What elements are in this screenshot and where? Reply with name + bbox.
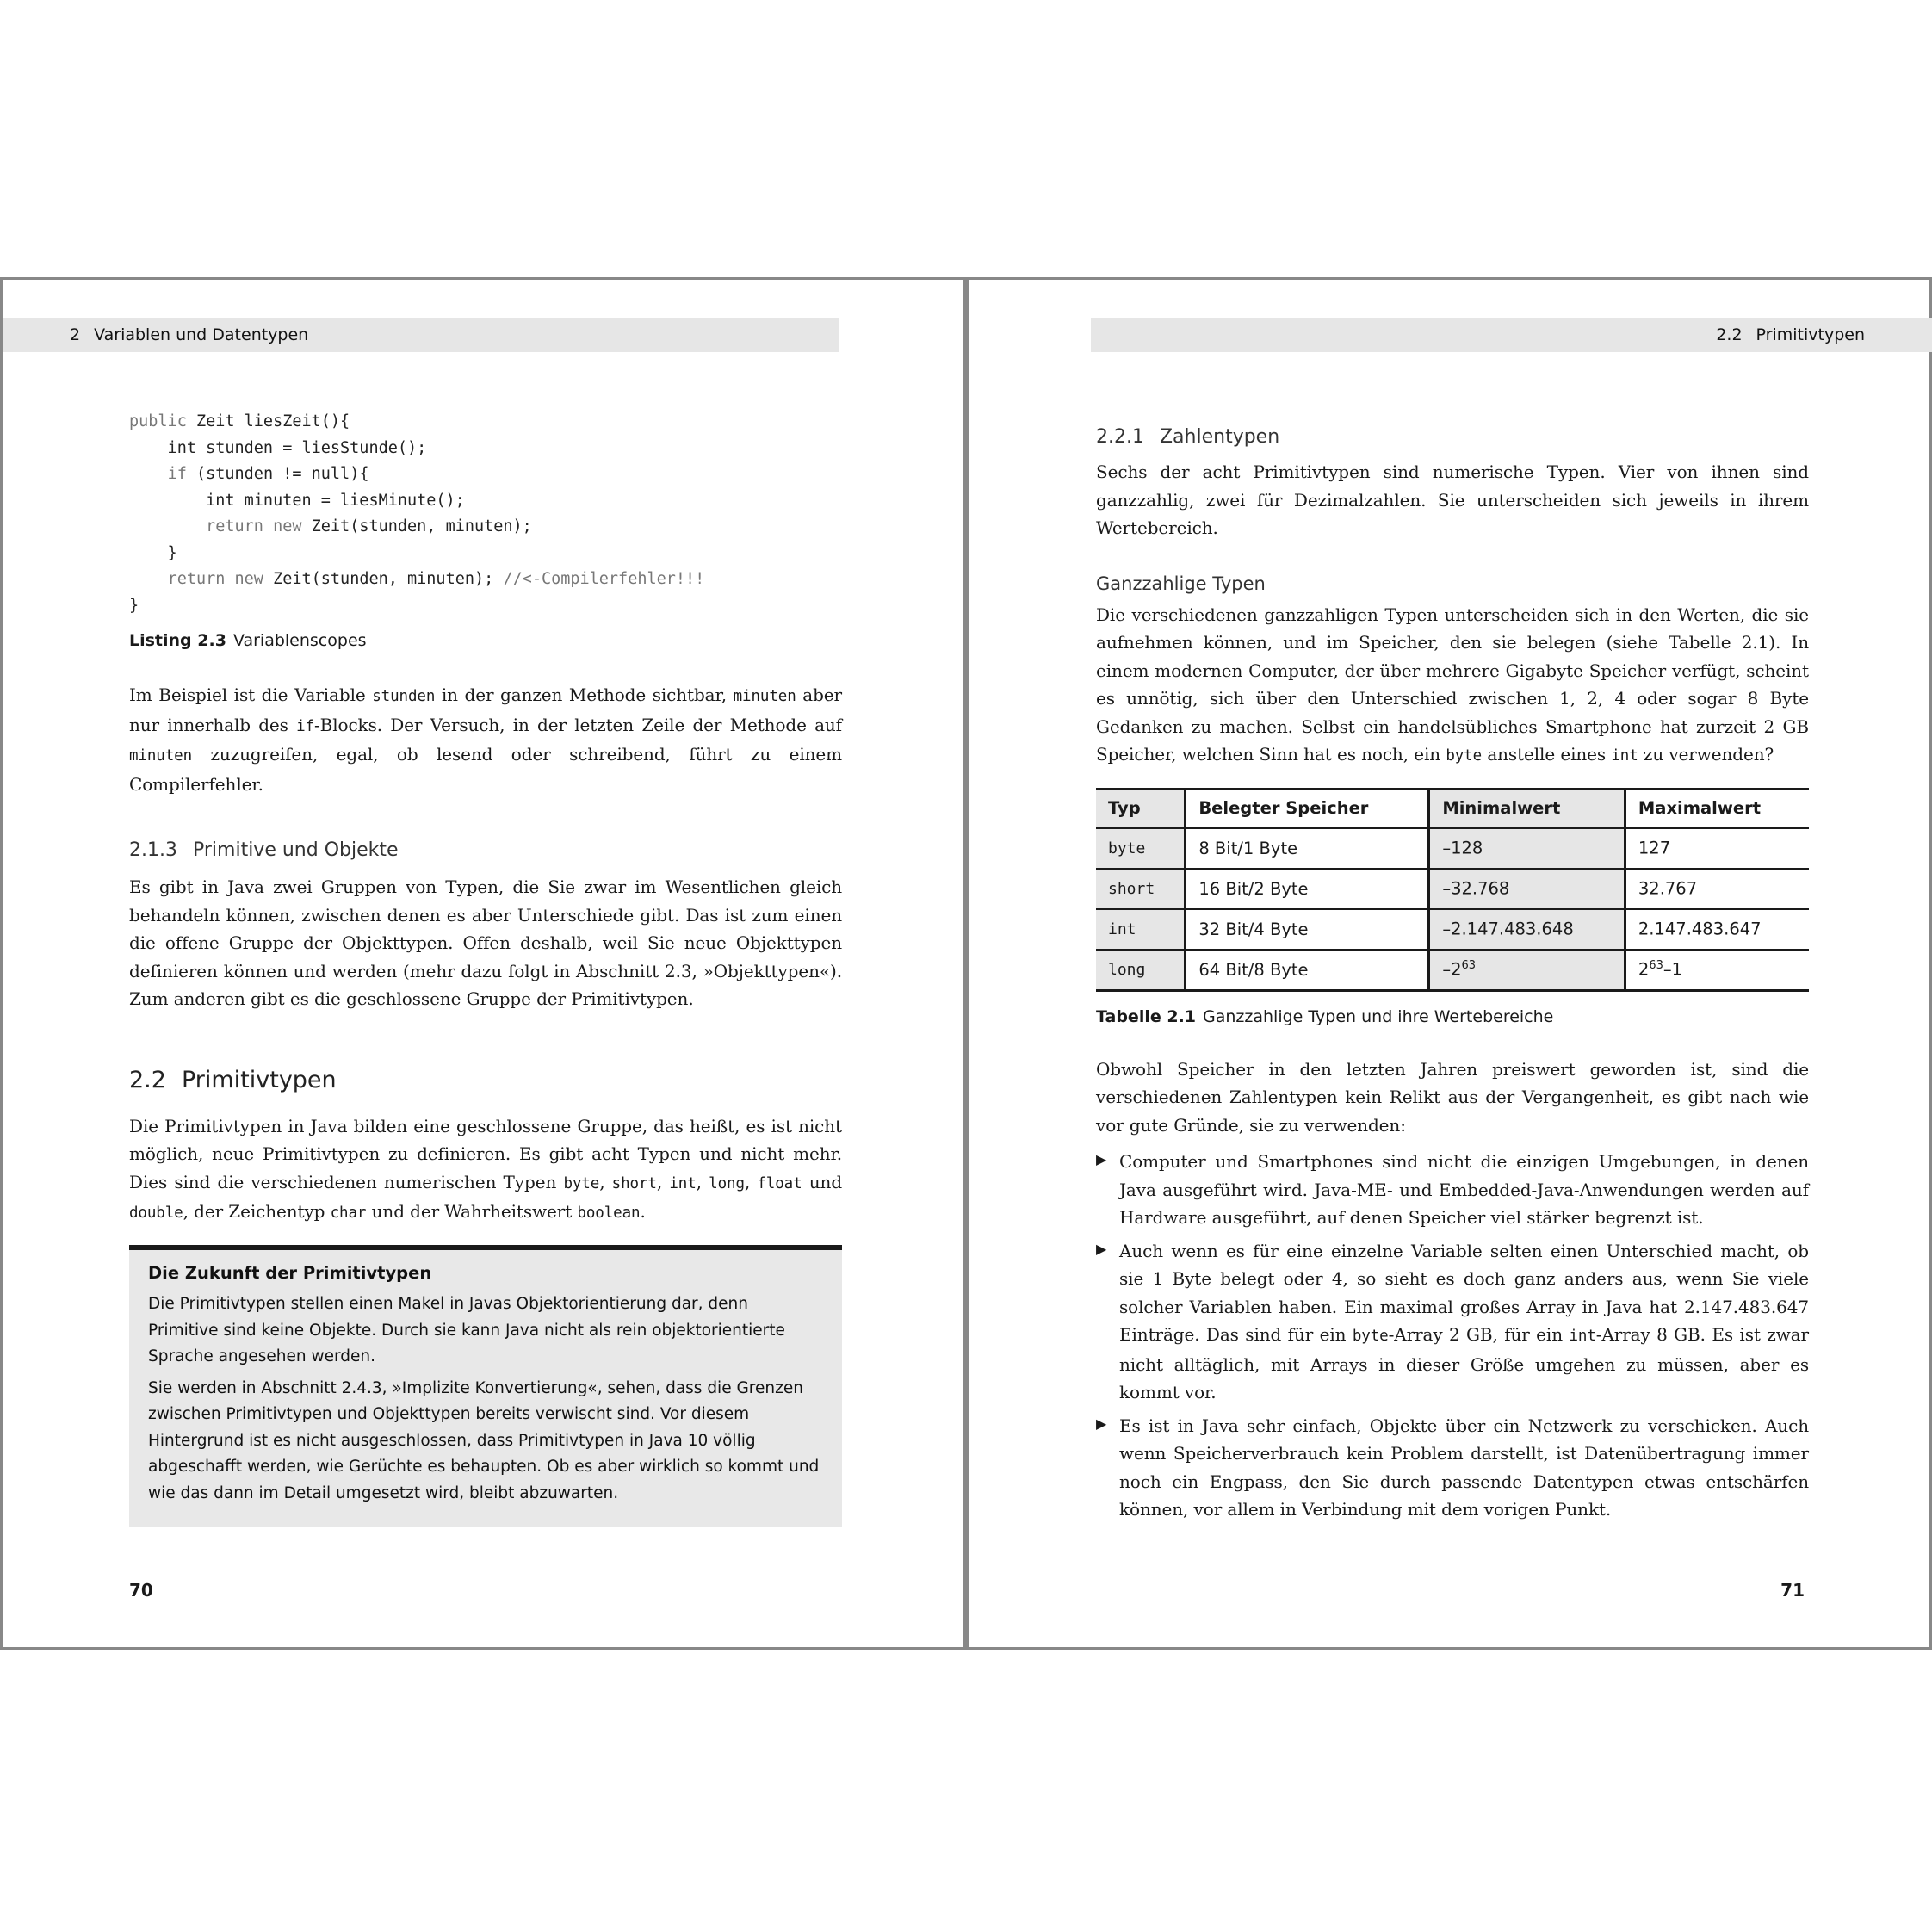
text-run: , (696, 1171, 709, 1192)
code-token (129, 517, 206, 536)
paragraph-primitive-objekte: Es gibt in Java zwei Gruppen von Typen, die Sie zwar im Wesentlichen gleich behandeln können, zwischen denen es aber Unterschiede gibt. Das ist zum einen die offene Gruppe der Objekttypen. Offen deshalb, weil Sie neue Objekttypen definieren können und werden (mehr dazu folgt in Abschnitt 2.3, »Objekttypen«). Zum anderen gibt es die geschlossene Gruppe der Primitivtypen. (129, 876, 842, 1009)
paragraph-obwohl: Obwohl Speicher in den letzten Jahren preiswert geworden ist, sind die verschiedenen Zahlentypen kein Relikt aus der Vergangenheit, es gibt nach wie vor gute Gründe, sie zu verwenden: (1096, 1058, 1809, 1136)
code-line (129, 567, 842, 593)
table-cell (1429, 869, 1625, 909)
code-token: int stunden = liesStunde(); (129, 438, 427, 457)
cell-value: –2 (1442, 959, 1462, 980)
code-token: } (129, 596, 139, 615)
listing-caption-label: Listing 2.3 (129, 631, 226, 650)
inline-code: byte (1446, 747, 1483, 765)
cell-value: 32.767 (1638, 878, 1698, 899)
text-run: anstelle eines (1482, 744, 1612, 765)
inline-code: long (709, 1174, 745, 1192)
cell-value: –2.147.483.648 (1442, 919, 1574, 939)
table-cell (1186, 950, 1429, 991)
paragraph-zahlentypen: Sechs der acht Primitivtypen sind numerische Typen. Vier von ihnen sind ganzzahlig, zwei für Dezimalzahlen. Sie unterscheiden sich jeweils in ihrem Wertebereich. (1096, 461, 1809, 538)
text-run: , (599, 1171, 612, 1192)
text-run: aber nur innerhalb des (129, 684, 843, 735)
table-cell (1429, 950, 1625, 991)
reasons-list (1096, 1148, 1809, 1524)
cell-value: 127 (1638, 838, 1671, 858)
code-line (129, 436, 842, 462)
section-title: Primitivtypen (1756, 325, 1865, 344)
code-keyword: //<-Compilerfehler!!! (503, 570, 705, 588)
table-header-cell: Belegter Speicher (1186, 789, 1429, 827)
table-cell (1429, 909, 1625, 950)
right-page (966, 277, 1932, 1650)
table-body (1096, 827, 1809, 990)
text-run: , (656, 1171, 670, 1192)
table-row (1096, 869, 1809, 909)
exponent: 63 (1649, 959, 1663, 973)
cell-value: 32 Bit/4 Byte (1198, 919, 1309, 939)
cell-value: byte (1108, 839, 1146, 858)
listing-caption-text: Variablenscopes (232, 631, 367, 650)
inline-code: short (611, 1174, 657, 1192)
list-item-text: Es ist in Java sehr einfach, Objekte über ein Netzwerk zu verschicken. Auch wenn Speicherverbrauch kein Problem darstellt, ist Datenübertragung immer noch ein Engpass, den Sie durch passende Datentypen etwas entschärfen können, vor allem in Verbindung mit dem vorigen Punkt. (1119, 1415, 1809, 1520)
running-head (1091, 318, 1932, 352)
heading-number: 2.2 (129, 1066, 166, 1093)
chapter-number: 2 (70, 325, 81, 344)
table-row (1096, 909, 1809, 950)
heading-title: Zahlentypen (1159, 426, 1280, 448)
inline-code: minuten (129, 747, 193, 765)
code-line (129, 488, 842, 515)
table-caption-label: Tabelle 2.1 (1096, 1006, 1197, 1026)
bullet-triangle-icon: ▶ (1096, 1151, 1107, 1167)
inline-code: minuten (733, 688, 796, 705)
heading-title: Primitive und Objekte (192, 839, 399, 861)
info-box-paragraph: Sie werden in Abschnitt 2.4.3, »Implizite Konvertierung«, sehen, dass die Grenzen zwischen Primitivtypen und Objekttypen bereits verwischt sind. Vor diesem Hintergrund ist es nicht ausgeschlossen, dass Primitivtypen in Java 10 völlig abgeschafft werden, wie Gerüchte es behaupten. Ob es aber wirklich so kommt und wie das dann im Detail umgesetzt wird, bleibt abzuwarten. (148, 1378, 820, 1502)
code-token: Zeit(stunden, minuten); (301, 517, 532, 536)
table-cell (1096, 909, 1186, 950)
heading-ganzzahlige-typen: Ganzzahlige Typen (1096, 573, 1266, 594)
list-item (1096, 1148, 1809, 1232)
table-cell (1625, 950, 1809, 991)
text-run: -Blocks. Der Versuch, in der letzten Zeile der Methode auf (313, 714, 842, 735)
heading-title: Primitivtypen (181, 1066, 337, 1093)
cell-value: 16 Bit/2 Byte (1198, 878, 1309, 899)
text-run: und (802, 1171, 843, 1192)
text-run: Im Beispiel ist die Variable (129, 684, 373, 705)
table-header-cell: Maximalwert (1625, 789, 1809, 827)
cell-value: –32.768 (1442, 878, 1510, 899)
chapter-title: Variablen und Datentypen (94, 325, 309, 344)
cell-value: 2 (1638, 959, 1650, 980)
code-keyword: return new (167, 570, 263, 588)
table-row (1096, 950, 1809, 991)
table-caption-text: Ganzzahlige Typen und ihre Wertebereiche (1203, 1006, 1554, 1026)
list-item-text: Computer und Smartphones sind nicht die einzigen Umgebungen, in denen Java ausgeführt wird. Java-ME- und Embedded-Java-Anwendungen werden auf Hardware ausgeführt, auf denen Speicher viel stärker begrenzt ist. (1119, 1151, 1809, 1228)
cell-value: 2.147.483.647 (1638, 919, 1762, 939)
text-run: in der ganzen Methode sichtbar, (435, 684, 734, 705)
table-header-row (1096, 789, 1809, 827)
section-number: 2.2 (1716, 325, 1743, 344)
text-run: und der Wahrheitswert (366, 1201, 578, 1222)
page-number: 70 (129, 1580, 153, 1601)
inline-code: if (296, 717, 314, 735)
code-keyword: return new (206, 517, 302, 536)
code-keyword: if (167, 465, 187, 483)
text-run: Auch wenn es für eine einzelne Variable selten einen Unterschied macht, ob sie 1 Byte belegt oder 4, so sieht es doch ganz anders aus, wenn Sie viele solcher Variablen haben. Ein maximal großes Array in Java hat 2.147.483.647 Einträge. Das sind für ein (1119, 1240, 1809, 1345)
code-token: Zeit liesZeit(){ (186, 412, 350, 430)
table-cell (1625, 909, 1809, 950)
code-token: (stunden != null){ (186, 465, 369, 483)
inline-code: boolean (577, 1204, 641, 1222)
inline-code: stunden (372, 688, 436, 705)
code-line (129, 593, 842, 620)
code-token: } (129, 543, 177, 562)
cell-value: 64 Bit/8 Byte (1198, 959, 1309, 980)
table-cell (1096, 950, 1186, 991)
cell-value: long (1108, 960, 1146, 979)
heading-2-2-1 (1096, 426, 1809, 448)
table-cell (1186, 909, 1429, 950)
table-cell (1186, 869, 1429, 909)
list-item (1096, 1237, 1809, 1407)
code-token: int minuten = liesMinute(); (129, 491, 465, 510)
paragraph-primitivtypen (129, 1112, 842, 1228)
text-run: -Array 2 GB, für ein (1388, 1324, 1570, 1345)
bullet-triangle-icon: ▶ (1096, 1240, 1107, 1257)
bullet-triangle-icon: ▶ (1096, 1415, 1107, 1432)
table-cell (1186, 827, 1429, 869)
text-run: Die Primitivtypen in Java bilden eine geschlossene Gruppe, das heißt, es ist nicht möglich, neue Primitivtypen zu definieren. Es gibt acht Typen und nicht mehr. Dies sind die verschiedenen numerischen Typen (129, 1115, 842, 1192)
inline-code: float (757, 1174, 802, 1192)
list-item-text (1119, 1237, 1809, 1407)
cell-value: int (1108, 920, 1136, 938)
cell-value: 8 Bit/1 Byte (1198, 838, 1298, 858)
right-content (1096, 409, 1809, 1529)
text-run: , der Zeichentyp (183, 1201, 331, 1222)
inline-code: int (669, 1174, 697, 1192)
text-run: Die verschiedenen ganzzahligen Typen unterscheiden sich in den Werten, die sie aufnehmen können, und im Speicher, den sie belegen (siehe Tabelle 2.1). In einem modernen Computer, der über mehrere Gigabyte Speicher verfügt, scheint es unnötig, sich über den Unterschied zwischen 1, 2, 4 oder sogar 8 Byte Gedanken zu machen. Selbst ein handelsübliches Smartphone hat zurzeit 2 GB Speicher, welchen Sinn hat es noch, ein (1096, 604, 1809, 765)
table-header-cell: Typ (1096, 789, 1186, 827)
left-content (129, 409, 842, 1527)
cell-value: –1 (1663, 959, 1683, 980)
code-listing (129, 409, 842, 619)
code-line (129, 541, 842, 567)
text-run: . (640, 1201, 646, 1222)
inline-code: byte (1352, 1328, 1389, 1345)
cell-value: short (1108, 879, 1155, 898)
code-keyword: public (129, 412, 187, 430)
table-cell (1096, 869, 1186, 909)
table-cell (1096, 827, 1186, 869)
running-head (3, 318, 839, 352)
paragraph-ganzzahlige-typen (1096, 601, 1809, 771)
code-token (129, 570, 168, 588)
listing-caption (129, 631, 842, 650)
inline-code: double (129, 1204, 183, 1222)
inline-code: char (330, 1204, 367, 1222)
info-box-title: Die Zukunft der Primitivtypen (148, 1262, 432, 1283)
table-cell (1625, 869, 1809, 909)
heading-2-1-3 (129, 839, 842, 861)
code-line (129, 409, 842, 436)
text-run: zuzugreifen, egal, ob lesend oder schreibend, führt zu einem Compilerfehler. (129, 744, 842, 795)
page-number: 71 (1780, 1580, 1805, 1601)
cell-value: –128 (1442, 838, 1483, 858)
inline-code: byte (563, 1174, 600, 1192)
paragraph-scopes (129, 681, 842, 798)
table-row (1096, 827, 1809, 869)
table-header-cell: Minimalwert (1429, 789, 1625, 827)
code-token (129, 465, 168, 483)
heading-number: 2.2.1 (1096, 426, 1144, 448)
list-item (1096, 1412, 1809, 1524)
code-line (129, 461, 842, 488)
exponent: 63 (1461, 959, 1477, 973)
code-line (129, 514, 842, 541)
table-cell (1625, 827, 1809, 869)
info-box-paragraph: Die Primitivtypen stellen einen Makel in Javas Objektorientierung dar, denn Primitive sind keine Objekte. Durch sie kann Java nicht als rein objektorientierte Sprache angesehen werden. (148, 1295, 785, 1365)
heading-number: 2.1.3 (129, 839, 177, 861)
heading-2-2 (129, 1067, 842, 1093)
types-table (1096, 788, 1809, 992)
inline-code: int (1569, 1328, 1596, 1345)
code-token: Zeit(stunden, minuten); (263, 570, 504, 588)
text-run: , (744, 1171, 758, 1192)
text-run: -Array 8 GB. Es ist zwar nicht alltäglich, mit Arrays in dieser Größe umgehen zu müssen, aber es kommt vor. (1119, 1324, 1809, 1403)
inline-code: int (1611, 747, 1638, 765)
table-caption (1096, 1007, 1809, 1026)
text-run: zu verwenden? (1638, 744, 1774, 765)
info-box (129, 1245, 842, 1528)
left-page (0, 277, 966, 1650)
table-cell (1429, 827, 1625, 869)
